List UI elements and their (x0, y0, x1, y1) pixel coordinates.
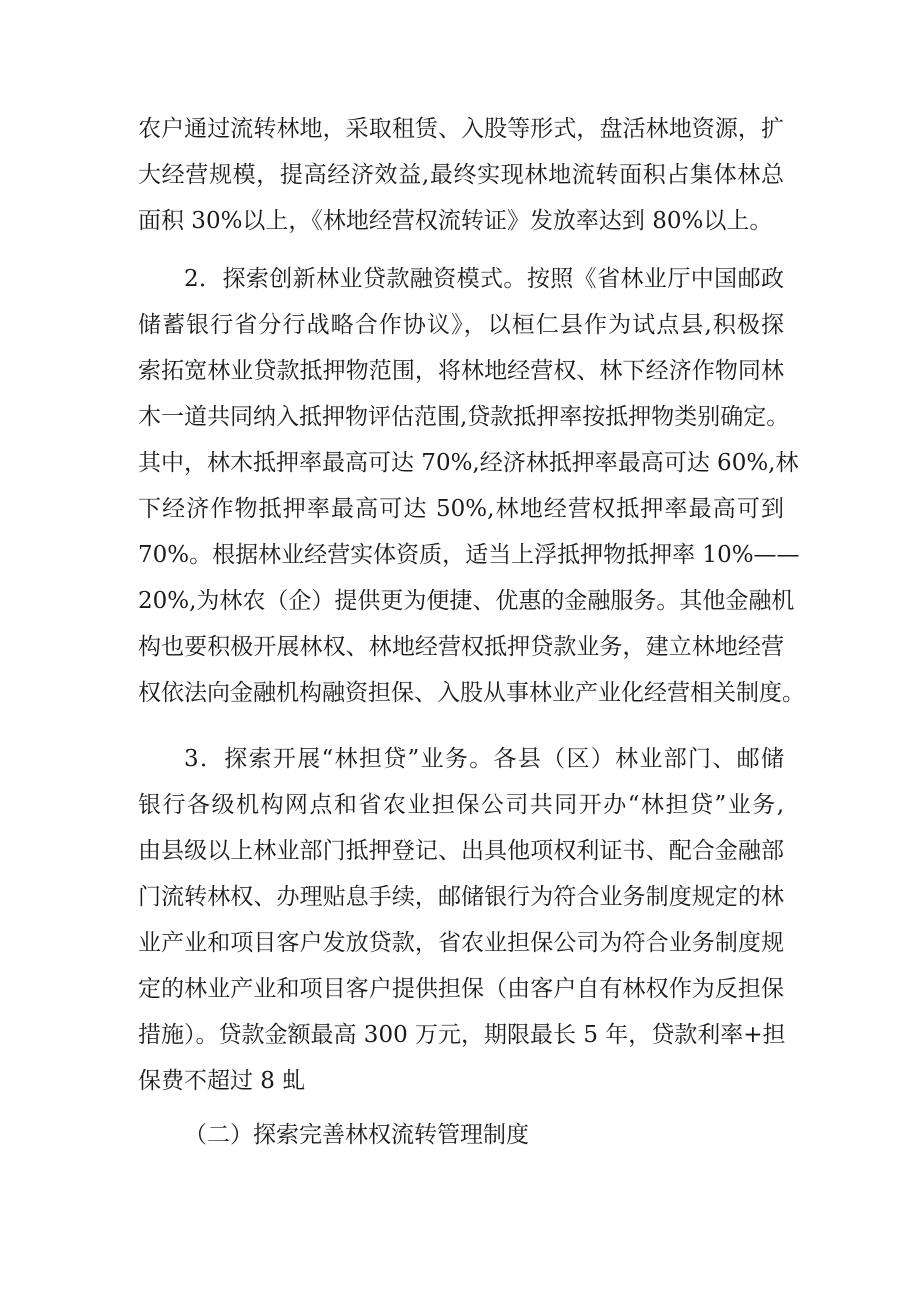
paragraph-line: 70%。根据林业经营实体资质，适当上浮抵押物抵押率 10%—— (138, 542, 800, 568)
section-subheading: （二）探索完善林权流转管理制度 (184, 1122, 529, 1148)
paragraph-forestry-loan-model (138, 256, 805, 716)
paragraph-line: 农户通过流转林地，采取租赁、入股等形式，盘活林地资源，扩 (138, 116, 784, 142)
paragraph-line: 索拓宽林业贷款抵押物范围，将林地经营权、林下经济作物同林 (138, 358, 784, 384)
paragraph-line: 构也要积极开展林权、林地经营权抵押贷款业务，建立林地经营 (138, 634, 784, 660)
paragraph-line: 银行各级机构网点和省农业担保公司共同开办“林担贷”业务, (138, 792, 784, 818)
paragraph-line: 20%,为林农（企）提供更为便捷、优惠的金融服务。其他金融机 (138, 588, 795, 614)
paragraph-line: 业产业和项目客户发放贷款，省农业担保公司为符合业务制度规 (138, 930, 784, 956)
paragraph-land-transfer-tail (138, 106, 784, 244)
paragraph-line: 定的林业产业和项目客户提供担保（由客户自有林权作为反担保 (138, 976, 784, 1002)
paragraph-line: 其中，林木抵押率最高可达 70%,经济林抵押率最高可达 60%,林 (138, 450, 799, 476)
paragraph-line: 储蓄银行省分行战略合作协议》，以桓仁县作为试点县,积极探 (138, 312, 784, 338)
paragraph-line: 下经济作物抵押率最高可达 50%,林地经营权抵押率最高可到 (138, 496, 784, 522)
paragraph-line: 权依法向金融机构融资担保、入股从事林业产业化经营相关制度。 (138, 680, 805, 706)
paragraph-line: 2．探索创新林业贷款融资模式。按照《省林业厅中国邮政 (184, 266, 784, 292)
paragraph-line: 大经营规模，提高经济效益,最终实现林地流转面积占集体林总 (138, 162, 784, 188)
paragraph-line: 3．探索开展“林担贷”业务。各县（区）林业部门、邮储 (184, 746, 784, 772)
paragraph-line: 面积 30%以上，《林地经营权流转证》发放率达到 80%以上。 (138, 208, 773, 234)
paragraph-line: 木一道共同纳入抵押物评估范围,贷款抵押率按抵押物类别确定。 (138, 404, 790, 430)
paragraph-line: 保费不超过 8 虬 (138, 1068, 306, 1094)
paragraph-line: 由县级以上林业部门抵押登记、出具他项权利证书、配合金融部 (138, 838, 784, 864)
paragraph-line: 措施）。贷款金额最高 300 万元，期限最长 5 年，贷款利率+担 (138, 1022, 786, 1048)
paragraph-lin-dan-dai (138, 736, 784, 1104)
paragraph-line: 门流转林权、办理贴息手续，邮储银行为符合业务制度规定的林 (138, 884, 784, 910)
